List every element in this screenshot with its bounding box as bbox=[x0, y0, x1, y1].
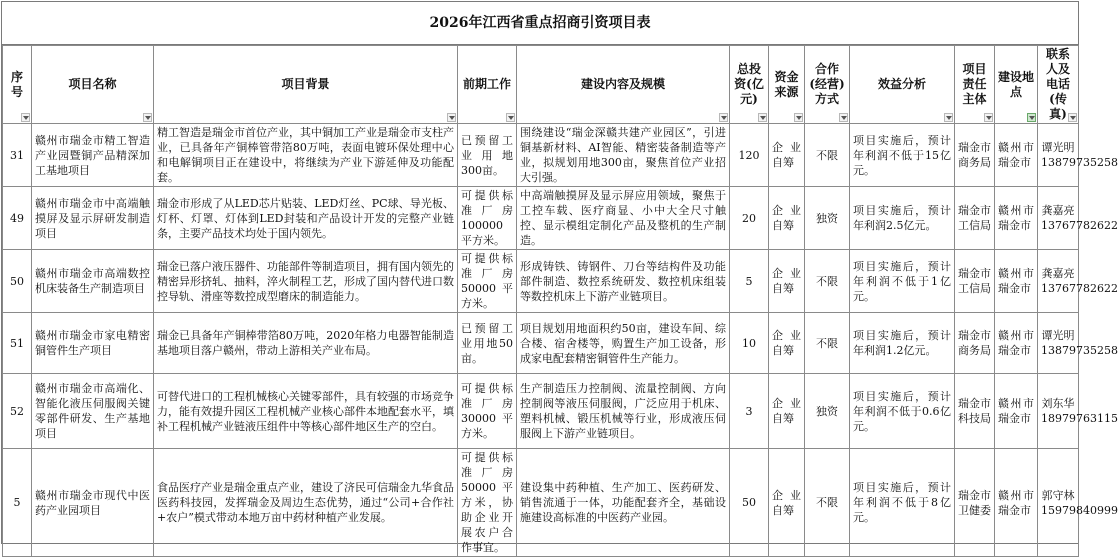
column-header-investment bbox=[730, 46, 769, 124]
column-header-label: 建设地点 bbox=[998, 69, 1035, 99]
cell-investment: 20 bbox=[730, 187, 769, 250]
cell-background: 瑞金已具备年产铜棒带箔80万吨，2020年格力电器智能制造基地项目落户赣州，带动上游相关产业布局。 bbox=[154, 313, 458, 374]
cell-contact bbox=[1038, 313, 1118, 374]
cell-investment: 5 bbox=[730, 250, 769, 313]
column-header-location bbox=[995, 46, 1038, 124]
cell-contact bbox=[1038, 250, 1118, 313]
filter-dropdown-icon[interactable] bbox=[21, 113, 30, 122]
column-header-label: 建设内容及规模 bbox=[580, 77, 665, 91]
cell-location: 赣州市瑞金市 bbox=[995, 449, 1038, 557]
cell-prework: 已预留工业用地300亩。 bbox=[458, 124, 517, 187]
cell-owner: 瑞金市商务局 bbox=[955, 124, 995, 187]
cell-location: 赣州市瑞金市 bbox=[995, 374, 1038, 449]
contact-name: 龚嘉亮 bbox=[1041, 267, 1075, 280]
column-header-background bbox=[154, 46, 458, 124]
cell-funding: 企业自筹 bbox=[769, 374, 805, 449]
table-title: 2026年江西省重点招商引资项目表 bbox=[2, 2, 1078, 45]
contact-phone: 15979840999 bbox=[1041, 503, 1118, 517]
cell-mode: 独资 bbox=[805, 374, 850, 449]
cell-funding: 企业自筹 bbox=[769, 124, 805, 187]
cell-name: 赣州市瑞金市精工智造产业园暨铜产品精深加工基地项目 bbox=[32, 124, 154, 187]
contact-name: 谭光明 bbox=[1041, 329, 1075, 342]
cell-funding: 企业自筹 bbox=[769, 449, 805, 557]
cell-investment: 50 bbox=[730, 449, 769, 557]
column-header-label: 序号 bbox=[10, 69, 23, 99]
filter-dropdown-icon[interactable] bbox=[143, 113, 152, 122]
column-header-label: 项目责任主体 bbox=[962, 62, 987, 106]
cell-owner: 瑞金市卫健委 bbox=[955, 449, 995, 557]
cell-seq: 50 bbox=[3, 250, 32, 313]
cell-scope: 形成铸铁、铸钢件、刀台等结构件及功能部件制造、数控系统研发、数控机床组装等数控机床上下游产业链项目。 bbox=[517, 250, 730, 313]
contact-phone: 13879735258 bbox=[1041, 156, 1118, 169]
contact-name: 刘东华 bbox=[1041, 397, 1075, 410]
table-row bbox=[3, 124, 1079, 187]
cell-name: 赣州市瑞金市高端化、智能化液压伺服阀关键零部件研发、生产基地项目 bbox=[32, 374, 154, 449]
cell-name: 赣州市瑞金市现代中医药产业园项目 bbox=[32, 449, 154, 557]
cell-benefit: 项目实施后，预计年利润2.5亿元。 bbox=[850, 187, 955, 250]
filter-dropdown-icon[interactable] bbox=[984, 113, 993, 122]
cell-mode: 不限 bbox=[805, 250, 850, 313]
cell-seq: 51 bbox=[3, 313, 32, 374]
filter-dropdown-icon[interactable] bbox=[944, 113, 953, 122]
contact-phone: 13879735258 bbox=[1041, 344, 1118, 357]
cell-name: 赣州市瑞金市中高端触摸屏及显示屏研发制造项目 bbox=[32, 187, 154, 250]
cell-scope: 建设集中药种植、生产加工、医药研发、销售流通于一体，功能配套齐全，基础设施建设高标准的中医药产业园。 bbox=[517, 449, 730, 557]
project-table bbox=[2, 45, 1118, 557]
cell-seq: 31 bbox=[3, 124, 32, 187]
cell-background: 可替代进口的工程机械核心关键零部件，具有较强的市场竞争力，能有效提升园区工程机械产业核心部件本地配套水平，填补工程机械产业链液压组件中等核心部件地区生产的空白。 bbox=[154, 374, 458, 449]
cell-contact bbox=[1038, 374, 1118, 449]
filter-dropdown-icon[interactable] bbox=[758, 113, 767, 122]
column-header-label: 效益分析 bbox=[877, 77, 926, 91]
filter-dropdown-icon[interactable] bbox=[719, 113, 728, 122]
cell-benefit: 项目实施后，预计年利润不低于1亿元。 bbox=[850, 250, 955, 313]
table-row bbox=[3, 187, 1079, 250]
cell-prework: 可提供标准厂房30000平方米。 bbox=[458, 374, 517, 449]
cell-name: 赣州市瑞金市家电精密铜管件生产项目 bbox=[32, 313, 154, 374]
cell-benefit: 项目实施后，预计年利润不低于0.6亿元。 bbox=[850, 374, 955, 449]
cell-background: 瑞金已落户液压器件、功能部件等制造项目，拥有国内领先的精密异形挤轧、抽料，淬火制程工艺，形成了国内替代进口数控导轨、滑座等数控成型磨床的制造能力。 bbox=[154, 250, 458, 313]
cell-seq: 49 bbox=[3, 187, 32, 250]
filter-dropdown-icon[interactable] bbox=[1027, 113, 1036, 122]
cell-name: 赣州市瑞金市高端数控机床装备生产制造项目 bbox=[32, 250, 154, 313]
cell-prework: 可提供标准厂房50000平方米，协助企业开展农户合作事宜。 bbox=[458, 449, 517, 557]
column-header-prework bbox=[458, 46, 517, 124]
cell-background: 精工智造是瑞金市首位产业，其中铜加工产业是瑞金市支柱产业，已具备年产铜棒管带箔80万吨，表面电镀环保处理中心和电解铜项目正在建设中，将继续为产业下游延伸及功能配套。 bbox=[154, 124, 458, 187]
cell-location: 赣州市瑞金市 bbox=[995, 187, 1038, 250]
table-row bbox=[3, 374, 1079, 449]
cell-funding: 企业自筹 bbox=[769, 250, 805, 313]
table-body bbox=[3, 124, 1118, 557]
column-header-label: 资金来源 bbox=[774, 69, 799, 99]
column-header-label: 项目名称 bbox=[68, 77, 117, 91]
column-header-label: 合作(经营)方式 bbox=[809, 62, 845, 106]
contact-phone: 13767782622 bbox=[1041, 282, 1118, 295]
cell-owner: 瑞金市工信局 bbox=[955, 187, 995, 250]
cell-background: 食品医疗产业是瑞金重点产业，建设了济民可信瑞金九华食品医药科技园，发挥瑞金及周边生态优势，通过“公司+合作社+农户”模式带动本地万亩中药材种植产业发展。 bbox=[154, 449, 458, 557]
cell-contact bbox=[1038, 449, 1118, 557]
filter-dropdown-icon[interactable] bbox=[506, 113, 515, 122]
column-header-name bbox=[32, 46, 154, 124]
contact-name: 郭守林 bbox=[1041, 488, 1075, 502]
contact-name: 谭光明 bbox=[1041, 141, 1075, 154]
column-header-label: 联系人及电话(传真) bbox=[1045, 47, 1070, 121]
cell-location: 赣州市瑞金市 bbox=[995, 313, 1038, 374]
cell-prework: 可提供标准厂房50000平方米。 bbox=[458, 250, 517, 313]
cell-location: 赣州市瑞金市 bbox=[995, 124, 1038, 187]
table-row bbox=[3, 449, 1079, 557]
cell-seq: 5 bbox=[3, 449, 32, 557]
cell-owner: 瑞金市商务局 bbox=[955, 313, 995, 374]
project-table-sheet bbox=[1, 1, 1118, 554]
cell-mode: 不限 bbox=[805, 449, 850, 557]
column-header-seq bbox=[3, 46, 32, 124]
cell-background: 瑞金市形成了从LED芯片贴装、LED灯丝、PC球、导光板、灯杯、灯罩、灯体到LED封装和产品设计开发的完整产业链条，主要产品技术均处于国内领先。 bbox=[154, 187, 458, 250]
header-row bbox=[3, 46, 1079, 124]
cell-scope: 生产制造压力控制阀、流量控制阀、方向控制阀等液压伺服阀，广泛应用于机床、塑料机械、锻压机械等行业，形成液压伺服阀上下游产业链项目。 bbox=[517, 374, 730, 449]
cell-location: 赣州市瑞金市 bbox=[995, 250, 1038, 313]
cell-prework: 已预留工业用地50亩。 bbox=[458, 313, 517, 374]
cell-benefit: 项目实施后，预计年利润不低于8亿元。 bbox=[850, 449, 955, 557]
filter-dropdown-icon[interactable] bbox=[839, 113, 848, 122]
contact-phone: 18979763115 bbox=[1041, 412, 1118, 425]
cell-investment: 3 bbox=[730, 374, 769, 449]
contact-phone: 13767782622 bbox=[1041, 219, 1118, 232]
column-header-scope bbox=[517, 46, 730, 124]
cell-mode: 独资 bbox=[805, 187, 850, 250]
cell-mode: 不限 bbox=[805, 124, 850, 187]
cell-benefit: 项目实施后，预计年利润1.2亿元。 bbox=[850, 313, 955, 374]
column-header-label: 项目背景 bbox=[281, 77, 330, 91]
cell-mode: 不限 bbox=[805, 313, 850, 374]
cell-prework: 可提供标准厂房100000平方米。 bbox=[458, 187, 517, 250]
cell-scope: 中高端触摸屏及显示屏应用领域，聚焦于工控车载、医疗商显、小中大全尺寸触控、显示模组定制化产品及整机的生产制造。 bbox=[517, 187, 730, 250]
column-header-funding bbox=[769, 46, 805, 124]
column-header-label: 前期工作 bbox=[462, 77, 511, 91]
cell-owner: 瑞金市工信局 bbox=[955, 250, 995, 313]
cell-contact bbox=[1038, 124, 1118, 187]
filter-dropdown-icon[interactable] bbox=[794, 113, 803, 122]
column-header-mode bbox=[805, 46, 850, 124]
column-header-contact bbox=[1038, 46, 1079, 124]
table-row bbox=[3, 313, 1079, 374]
cell-funding: 企业自筹 bbox=[769, 313, 805, 374]
cell-benefit: 项目实施后，预计年利润不低于15亿元。 bbox=[850, 124, 955, 187]
cell-contact bbox=[1038, 187, 1118, 250]
cell-owner: 瑞金市科技局 bbox=[955, 374, 995, 449]
cell-funding: 企业自筹 bbox=[769, 187, 805, 250]
column-header-label: 总投资(亿元) bbox=[734, 62, 764, 106]
table-row bbox=[3, 250, 1079, 313]
cell-investment: 120 bbox=[730, 124, 769, 187]
filter-dropdown-icon[interactable] bbox=[447, 113, 456, 122]
cell-scope: 围绕建设“瑞金深赣共建产业园区”，引进铜基新材料、AI智能、精密装备制造等产业，拟规划用地300亩，聚焦首位产业招大引强。 bbox=[517, 124, 730, 187]
contact-name: 龚嘉亮 bbox=[1041, 204, 1075, 217]
filter-dropdown-icon[interactable] bbox=[1068, 113, 1077, 122]
column-header-owner bbox=[955, 46, 995, 124]
cell-scope: 项目规划用地面积约50亩，建设车间、综合楼、宿舍楼等，购置生产加工设备，形成家电配套精密铜管件生产能力。 bbox=[517, 313, 730, 374]
column-header-benefit bbox=[850, 46, 955, 124]
cell-seq: 52 bbox=[3, 374, 32, 449]
cell-investment: 10 bbox=[730, 313, 769, 374]
